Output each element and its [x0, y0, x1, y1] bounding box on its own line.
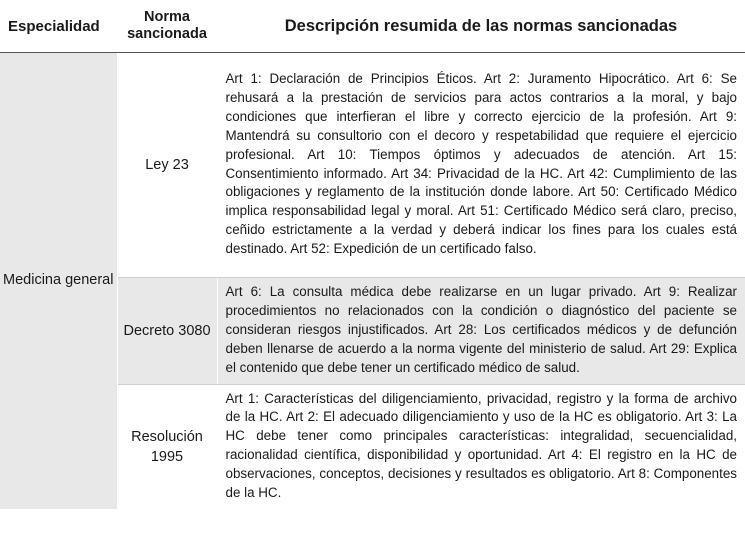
- table-row: [0, 53, 745, 278]
- header-row: [0, 0, 745, 53]
- especialidad-cell: Medicina general: [0, 53, 117, 509]
- header-norma: Norma sancionada: [117, 0, 217, 53]
- descripcion-cell: Art 1: Declaración de Principios Éticos. Art 2: Juramento Hipocrático. Art 6: Se rehusará a la prestación de servicios para actos contrarios a la moral, y bajo condiciones que interfieran el libre y correcto ejercicio de la profesión. Art 9: Mantendrá su consultorio con el decoro y respetabilidad que requiere el ejercicio profesional. Art 10: Tiempos óptimos y adecuados de atención. Art 15: Consentimiento informado. Art 34: Privacidad de la HC. Art 42: Cumplimiento de las obligaciones y reglamento de la institución donde labore. Art 50: Certificado Médico implica responsabilidad legal y moral. Art 51: Certificado Médico será claro, preciso, ceñido estrictamente a la verdad y deberá indicar los fines para los cuales está destinado. Art 52: Expedición de un certificado falso.: [217, 53, 745, 278]
- header-descripcion: Descripción resumida de las normas sancionadas: [217, 0, 745, 53]
- descripcion-cell: Art 1: Características del diligenciamiento, privacidad, registro y la forma de archivo de la HC. Art 2: El adecuado diligenciamiento y uso de la HC es obligatorio. Art 3: La HC debe tener como principales características: integralidad, secuencialidad, racionalidad científica, disponibilidad y oportunidad. Art 4: El registro en la HC de observaciones, conceptos, decisiones y resultados es obligatorio. Art 8: Componentes de la HC.: [217, 384, 745, 509]
- descripcion-cell: Art 6: La consulta médica debe realizarse en un lugar privado. Art 9: Realizar procedimientos no relacionados con la condición o diagnóstico del paciente se consideran riesgos injustificados. Art 28: Los certificados médicos y de defunción deben llenarse de acuerdo a la norma vigente del ministerio de salud. Art 29: Explica el contenido que debe tener un certificado médico de salud.: [217, 278, 745, 385]
- header-especialidad: Especialidad: [0, 0, 117, 53]
- norma-cell: Resolución 1995: [117, 384, 217, 509]
- norma-cell: Decreto 3080: [117, 278, 217, 385]
- norma-cell: Ley 23: [117, 53, 217, 278]
